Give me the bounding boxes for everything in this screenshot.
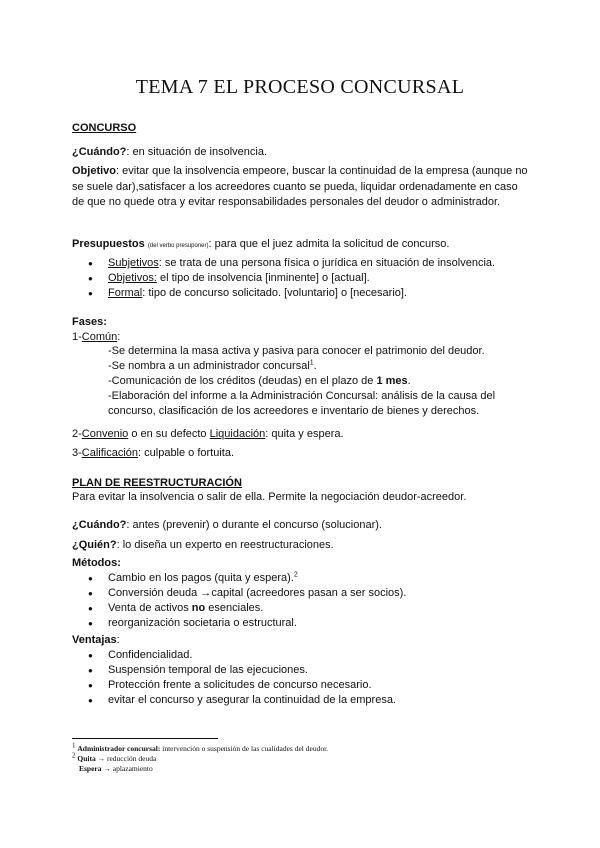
fase-1-steps: [108, 344, 528, 419]
concurso-cuando: [72, 145, 267, 160]
list-item: -Se nombra a un administrador concursal$^1$.: [108, 359, 317, 372]
fase-2-label2: Liquidación: [209, 428, 266, 440]
metodos-label: Métodos:: [72, 557, 121, 569]
list-item: ● reorganización societaria o estructural.: [72, 616, 406, 631]
list-item-text: el tipo de insolvencia [inminente] o [actual].: [156, 272, 370, 284]
plan-cuando-label: ¿Cuándo?: [72, 519, 127, 531]
ventajas-heading: [72, 633, 120, 648]
list-item-text: -Se nombra a un administrador concursal: [108, 360, 310, 372]
fase-1-prefix: 1-: [72, 331, 82, 343]
presupuestos-list: [72, 256, 495, 301]
list-item-text: : tipo de concurso solicitado. [voluntario] o [necesario].: [142, 287, 407, 299]
list-item: [72, 271, 495, 286]
list-item-label: Formal: [108, 287, 143, 299]
fase-1-label: Común: [81, 331, 118, 343]
plazo-bold: 1 mes: [376, 375, 408, 387]
page-title: TEMA 7 EL PROCESO CONCURSAL: [135, 76, 465, 98]
list-item: [72, 256, 495, 271]
list-item-text: Venta de activos: [108, 602, 192, 614]
footnote-label: Administrador concursal:: [77, 744, 161, 753]
list-item-label: Objetivos:: [108, 272, 157, 284]
ventajas-colon: :: [116, 634, 120, 646]
fases-label: Fases:: [72, 316, 107, 328]
fase-1-colon: :: [117, 331, 121, 343]
fase-2-mid: o en su defecto: [128, 428, 210, 440]
list-item: [72, 571, 406, 586]
plan-cuando-text: : antes (prevenir) o durante el concurso (solucionar).: [126, 519, 382, 531]
presupuestos-label: Presupuestos: [72, 238, 145, 250]
fase-1: [72, 330, 120, 345]
list-item-tail: esenciales.: [205, 602, 264, 614]
plan-cuando: [72, 518, 382, 533]
fase-2-label: Convenio: [81, 428, 129, 440]
list-item: ● evitar el concurso y asegurar la continuidad de la empresa.: [72, 693, 396, 708]
footnote-2: [72, 751, 157, 763]
presupuestos-note: (del verbo presuponer): [147, 243, 209, 249]
footnote-label: Quita: [77, 754, 96, 763]
footnote-label: Espera: [79, 764, 102, 773]
list-item-text: -Comunicación de los créditos (deudas) en el plazo de: [108, 375, 377, 387]
footnote-text: → aplazamiento: [101, 764, 153, 773]
section-heading-concurso: CONCURSO: [72, 122, 137, 134]
fase-2-prefix: 2-: [72, 428, 82, 440]
plan-quien-text: : lo diseña un experto en reestructuraciones.: [116, 539, 334, 551]
list-item-text: : se trata de una persona física o jurídica en situación de insolvencia.: [158, 257, 496, 269]
fase-2: [72, 427, 344, 442]
ventajas-list: [72, 648, 396, 708]
list-item-label: Subjetivos: [108, 257, 159, 269]
objetivo-text: : evitar que la insolvencia empeore, buscar la continuidad de la empresa (aunque no se suele dar),satisfacer a los acreedores cuanto se pueda, liquidar ordenadamente en caso de que no quede otra y evitar responsabilidades personales del deudor o administrador.: [72, 165, 528, 208]
footnote-ref[interactable]: 2: [293, 571, 298, 579]
fase-3: [72, 446, 234, 461]
footnote-2-cont: [79, 764, 153, 773]
plan-intro: Para evitar la insolvencia o salir de ella. Permite la negociación deudor-acreedor.: [72, 491, 467, 503]
list-item-text: Cambio en los pagos (quita y espera).: [108, 572, 294, 584]
list-item: concurso, clasificación de los acreedores e inventario de bienes y derechos.: [108, 405, 480, 417]
list-item: -Comunicación de los créditos (deudas) en el plazo de 1 mes.: [108, 375, 411, 387]
cuando-text: : en situación de insolvencia.: [126, 146, 268, 158]
list-item: ● Suspensión temporal de las ejecuciones.: [72, 663, 396, 678]
footnote-number: 1: [72, 741, 76, 750]
list-item: ● Protección frente a solicitudes de concurso necesario.: [72, 678, 396, 693]
footnote-divider: [72, 738, 218, 739]
footnote-text: intervención o suspensión de las cualidades del deudor.: [160, 744, 329, 753]
presupuestos-text: : para que el juez admita la solicitud de concurso.: [208, 238, 450, 250]
list-item: ● Conversión deuda →capital (acreedores pasan a ser socios).: [72, 586, 406, 601]
list-item: -Elaboración del informe a la Administración Concursal: análisis de la causa del: [108, 390, 496, 402]
list-item: [72, 601, 406, 616]
cuando-label: ¿Cuándo?: [72, 146, 127, 158]
metodos-list: [72, 571, 406, 631]
fase-3-text: : culpable o fortuita.: [138, 447, 235, 459]
list-item: ● Confidencialidad.: [72, 648, 396, 663]
footnote-1: [72, 741, 329, 753]
fase-3-label: Calificación: [81, 447, 139, 459]
objetivo-label: Objetivo: [72, 165, 117, 177]
metodo-bold: no: [191, 602, 206, 614]
concurso-presupuestos: [72, 237, 449, 254]
list-item: [72, 286, 495, 301]
footnote-number: 2: [72, 751, 76, 760]
plan-quien-label: ¿Quién?: [72, 539, 117, 551]
fase-2-text: : quita y espera.: [265, 428, 344, 440]
footnote-text: → reducción deuda: [95, 754, 157, 763]
plan-quien: [72, 538, 334, 553]
ventajas-label: Ventajas: [72, 634, 117, 646]
concurso-objetivo: [72, 164, 532, 211]
footnote-ref[interactable]: 1: [309, 359, 314, 367]
section-heading-plan: PLAN DE REESTRUCTURACIÓN: [72, 477, 242, 489]
fase-3-prefix: 3-: [72, 447, 82, 459]
list-item: -Se determina la masa activa y pasiva para conocer el patrimonio del deudor.: [108, 345, 485, 357]
